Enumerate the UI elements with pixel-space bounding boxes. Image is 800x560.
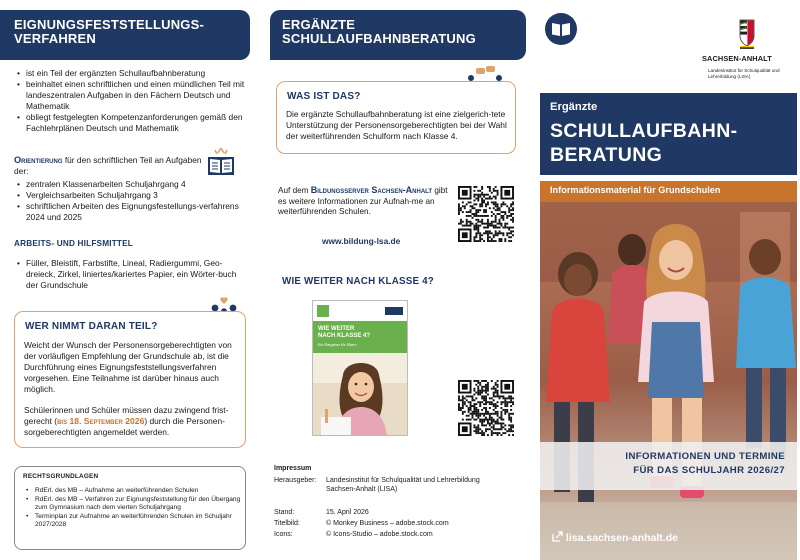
list-item: • Füller, Bleistift, Farbstifte, Lineal, Radiergummi, Geo-dreieck, Zirkel, liniertes/kariertes Papier, ein Wörter-buch der Grundschule	[14, 258, 246, 291]
deadline-text-a: Schülerinnen und Schüler müssen dazu zwingend frist-gerecht (	[24, 405, 229, 426]
brochure-logo-square	[317, 305, 329, 317]
arbeits-hilfsmittel-title: ARBEITS- UND HILFSMITTEL	[14, 239, 133, 248]
qr-code-brochure[interactable]	[458, 380, 514, 436]
title-banner	[540, 93, 797, 175]
title-main-line-2: BERATUNG	[550, 144, 663, 166]
deadline-text-b: ) durch die Personen-sorgeberechtigten angemeldet werden.	[24, 416, 225, 437]
bildungsserver-text-b: gibt es weitere Informationen zur Aufnah-me an weiterführenden Schulen.	[278, 186, 448, 217]
external-link-icon	[552, 531, 563, 542]
heading-line-1: ERGÄNZTE	[282, 17, 356, 32]
book-circle-badge	[545, 13, 577, 45]
lisa-website-link[interactable]	[552, 531, 678, 544]
title-main-line-1: SCHULLAUFBAHN-	[550, 120, 738, 142]
brochure-publisher-mark	[385, 307, 403, 315]
open-book-icon	[545, 13, 577, 45]
title-subtitle: Ergänzte	[550, 101, 598, 113]
deadline-highlight: bis 18. September 2026	[57, 416, 145, 426]
bildungsserver-name: Bildungsserver Sachsen-Anhalt	[310, 185, 433, 195]
list-item: • ist ein Teil der ergänzten Schullaufbahnberatung	[14, 68, 254, 79]
was-ist-das-box	[276, 81, 516, 154]
panel-eignungsfeststellung	[0, 0, 262, 560]
list-item: • Terminplan zur Aufnahme an weiterführenden Schulen im Schuljahr 2027/2028	[23, 513, 243, 530]
bildungsserver-text	[278, 185, 453, 218]
lisa-website-url: lisa.sachsen-anhalt.de	[565, 532, 678, 544]
brochure-title-line-1: WIE WEITER	[318, 326, 355, 332]
bildungsserver-text-a: Auf dem	[278, 186, 309, 195]
heading-line-2: VERFAHREN	[14, 31, 96, 46]
rechtsgrundlagen-list	[23, 487, 243, 530]
herausgeber-line-1: Landesinstitut für Schulqualität und Lehrerbildung	[326, 477, 480, 484]
herausgeber-line-2: Sachsen-Anhalt (LISA)	[326, 486, 398, 493]
lisa-institute-name: Landesinstitut für Schulqualität und Lehrerbildung (LISA)	[708, 68, 780, 79]
wer-nimmt-teil-paragraph-1: Weicht der Wunsch der Personensorgeberechtigten von der vorläufigen Empfehlung der Grundschule ab, ist die Durchführung eines Eignungsfeststellungsverfahren vorgesehen. Eine Teilnahme ist darüber hinaus auch möglich.	[24, 340, 232, 394]
brochure-subtitle: Ein Ratgeber für Eltern	[318, 343, 357, 347]
running-children-photo	[540, 202, 797, 560]
stand-label: Stand:	[274, 509, 295, 516]
list-item: • RdErl. des MB – Verfahren zur Eignungsfeststellung für den Übergang zum Gymnasium nach dem vierten Schuljahrgang	[23, 496, 243, 513]
sachsen-anhalt-name: SACHSEN-ANHALT	[702, 54, 772, 63]
was-ist-das-title: WAS IST DAS?	[287, 91, 361, 102]
arbeits-bullet-list	[14, 258, 246, 291]
icons-label: Icons:	[274, 531, 293, 538]
list-item: • beinhaltet einen schriftlichen und einen mündlichen Teil mit landeszentralen Aufgaben in den Fächern Deutsch und Mathematik	[14, 79, 254, 112]
orientation-text	[14, 155, 204, 177]
informationen-termine-box	[540, 442, 797, 490]
panel-ergaenzte-beratung	[262, 0, 532, 560]
list-item: • RdErl. des MB – Aufnahme an weiterführenden Schulen	[23, 487, 243, 496]
list-item: • schriftlichen Arbeiten des Eignungsfestellungs-verfahrens 2024 und 2025	[14, 201, 242, 223]
informationen-line-1: INFORMATIONEN UND TERMINE	[625, 451, 785, 462]
heading-line-1: EIGNUNGSFESTSTELLUNGS-	[14, 17, 205, 32]
panel-title-cover	[532, 0, 800, 560]
titelbild-label: Titelbild:	[274, 520, 300, 527]
heading-line-2: SCHULLAUFBAHNBERATUNG	[282, 31, 476, 46]
wer-nimmt-teil-title: WER NIMMT DARAN TEIL?	[25, 321, 158, 332]
list-item: • zentralen Klassenarbeiten Schuljahrgang 4	[14, 179, 242, 190]
heading-eignungsfeststellung	[0, 10, 250, 60]
informationsmaterial-label: Informationsmaterial für Grundschulen	[550, 185, 721, 195]
brochure-title-line-2: NACH KLASSE 4?	[318, 333, 371, 339]
brochure-cover-image	[312, 300, 408, 436]
wie-weiter-title: WIE WEITER NACH KLASSE 4?	[282, 276, 434, 287]
list-item: • Vergleichsarbeiten Schuljahrgang 3	[14, 190, 242, 201]
rechtsgrundlagen-title: RECHTSGRUNDLAGEN	[23, 473, 99, 480]
titelbild-credit: © Monkey Business – adobe.stock.com	[326, 520, 449, 527]
brochure-top-strip	[313, 301, 408, 321]
icons-credit: © Icons-Studio – adobe.stock.com	[326, 531, 433, 538]
orientation-intro: für den schriftlichen Teil an Aufgaben der:	[14, 155, 202, 176]
brochure-girl-photo	[313, 353, 408, 436]
wer-nimmt-teil-paragraph-2	[24, 405, 240, 438]
orientation-label: Orientierung	[14, 155, 63, 165]
bildung-lsa-link[interactable]: www.bildung-lsa.de	[322, 236, 401, 246]
cover-photo-children	[540, 202, 797, 560]
wer-nimmt-teil-box	[14, 311, 246, 448]
sachsen-anhalt-coat-of-arms-logo	[716, 18, 778, 52]
informationsmaterial-bar	[540, 181, 797, 202]
impressum-title: Impressum	[274, 465, 312, 472]
stand-date: 15. April 2026	[326, 509, 369, 516]
list-item: • obliegt festgelegten Kompetenzanforderungen gemäß den Fachlehrplänen Deutsch und Mathematik	[14, 112, 254, 134]
herausgeber-label: Herausgeber:	[274, 477, 317, 484]
open-book-reading-icon	[205, 146, 237, 178]
rechtsgrundlagen-box	[14, 466, 246, 550]
orientation-bullet-list	[14, 179, 242, 223]
qr-code-bildungsserver[interactable]	[458, 186, 514, 242]
brochure-title-band	[313, 321, 408, 353]
informationen-line-2: FÜR DAS SCHULJAHR 2026/27	[633, 465, 785, 476]
intro-bullet-list	[14, 68, 254, 134]
was-ist-das-text: Die ergänzte Schullaufbahnberatung ist eine zielgerich-tete Unterstützung der Personensorgeberechtigten bei der Wahl der weiterführenden Schulform nach Klasse 4.	[286, 109, 507, 141]
heading-ergaenzte-schullaufbahnberatung	[270, 10, 526, 60]
